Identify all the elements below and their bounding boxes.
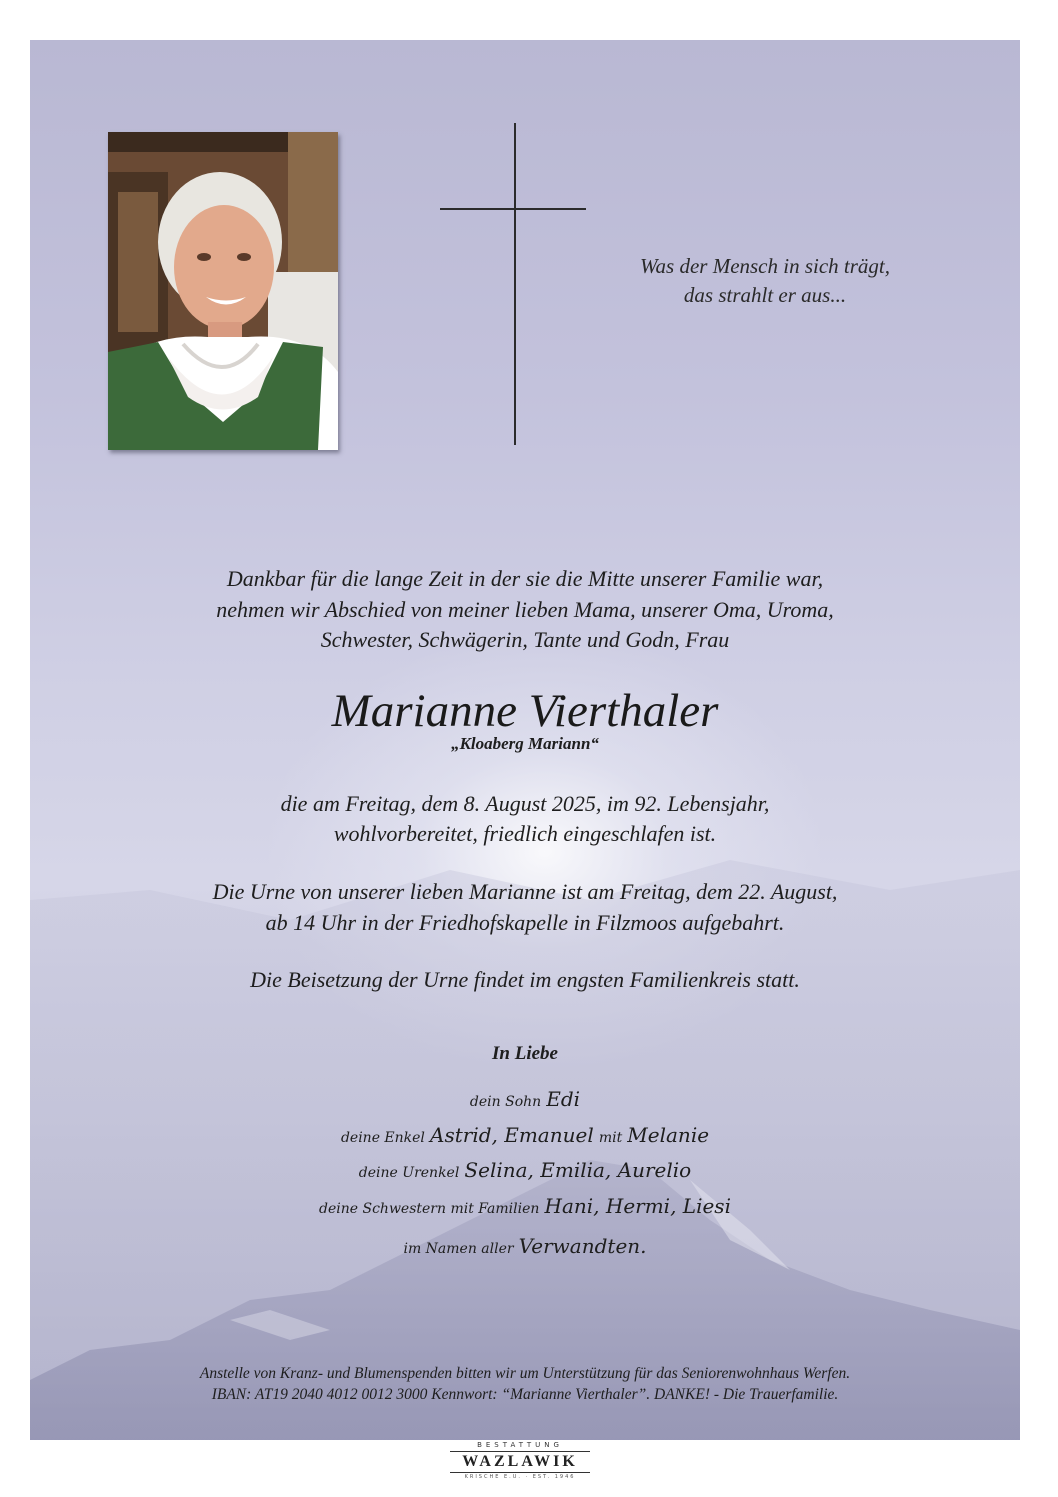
- mourners-list: [90, 1082, 960, 1266]
- donation-line: Anstelle von Kranz- und Blumenspenden bitten wir um Unterstützung für das Seniorenwohnhaus Werfen.: [199, 1365, 851, 1382]
- mourner-relation: deine Schwestern mit Familien: [319, 1200, 540, 1217]
- portrait-photo: [108, 132, 338, 450]
- quote: [590, 252, 940, 310]
- logo-top-text: BESTATTUNG: [477, 1441, 563, 1449]
- logo-bottom-text: KRISCHE E.U. · EST. 1946: [464, 1474, 576, 1480]
- cross-vertical: [514, 123, 516, 445]
- intro-line: Dankbar für die lange Zeit in der sie die Mitte unserer Familie war,: [226, 566, 824, 591]
- urne-text: [90, 877, 960, 938]
- logo-divider: [450, 1472, 590, 1473]
- mourner-names: Melanie: [627, 1122, 710, 1147]
- intro-line: Schwester, Schwägerin, Tante und Godn, Frau: [320, 627, 730, 652]
- burial-text: Die Beisetzung der Urne findet im engsten Familienkreis statt.: [250, 967, 800, 992]
- portrait-image: [108, 132, 338, 450]
- death-line: die am Freitag, dem 8. August 2025, im 92. Lebensjahr,: [280, 791, 770, 816]
- intro-line: nehmen wir Abschied von meiner lieben Mama, unserer Oma, Uroma,: [216, 596, 834, 622]
- in-liebe-heading: In Liebe: [492, 1043, 558, 1064]
- mourner-great-grandchildren: [90, 1153, 960, 1189]
- mourner-closing: [90, 1230, 960, 1266]
- obituary-card: [30, 40, 1020, 1440]
- mourner-grandchildren: [90, 1118, 960, 1154]
- logo-main-text: WAZLAWIK: [462, 1453, 578, 1470]
- mourner-names: Selina, Emilia, Aurelio: [464, 1158, 692, 1182]
- death-line: wohlvorbereitet, friedlich eingeschlafen ist.: [333, 821, 717, 846]
- mourner-sisters: [90, 1189, 960, 1225]
- mourner-names: Hani, Hermi, Liesi: [544, 1193, 731, 1218]
- cross-horizontal: [440, 208, 586, 210]
- mourner-relation: dein Sohn: [469, 1094, 542, 1110]
- mourner-connector: mit: [598, 1129, 623, 1146]
- mourner-relation: deine Enkel: [340, 1129, 425, 1146]
- intro-text: [90, 564, 960, 656]
- mourner-names: Astrid, Emanuel: [430, 1122, 594, 1147]
- donation-line: IBAN: AT19 2040 4012 0012 3000 Kennwort: “Marianne Vierthaler”. DANKE! - Die Trauerfamilie.: [211, 1386, 839, 1403]
- closing-prefix: im Namen aller: [403, 1241, 514, 1257]
- funeral-home-logo: [440, 1440, 600, 1478]
- urne-line: ab 14 Uhr in der Friedhofskapelle in Filzmoos aufgebahrt.: [265, 909, 785, 935]
- closing-word: Verwandten.: [518, 1234, 647, 1258]
- mourner-son: [90, 1082, 960, 1118]
- quote-line: Was der Mensch in sich trägt,: [639, 254, 891, 278]
- donation-note: [70, 1363, 980, 1405]
- deceased-nickname: „Kloaberg Mariann“: [451, 734, 599, 753]
- death-text: [90, 789, 960, 849]
- deceased-name: Marianne Vierthaler: [331, 685, 719, 737]
- logo-divider: [450, 1451, 590, 1452]
- urne-line: Die Urne von unserer lieben Marianne ist am Freitag, dem 22. August,: [212, 879, 838, 904]
- mourner-names: Edi: [546, 1087, 581, 1111]
- mourner-relation: deine Urenkel: [358, 1165, 460, 1181]
- quote-line: das strahlt er aus...: [683, 283, 847, 307]
